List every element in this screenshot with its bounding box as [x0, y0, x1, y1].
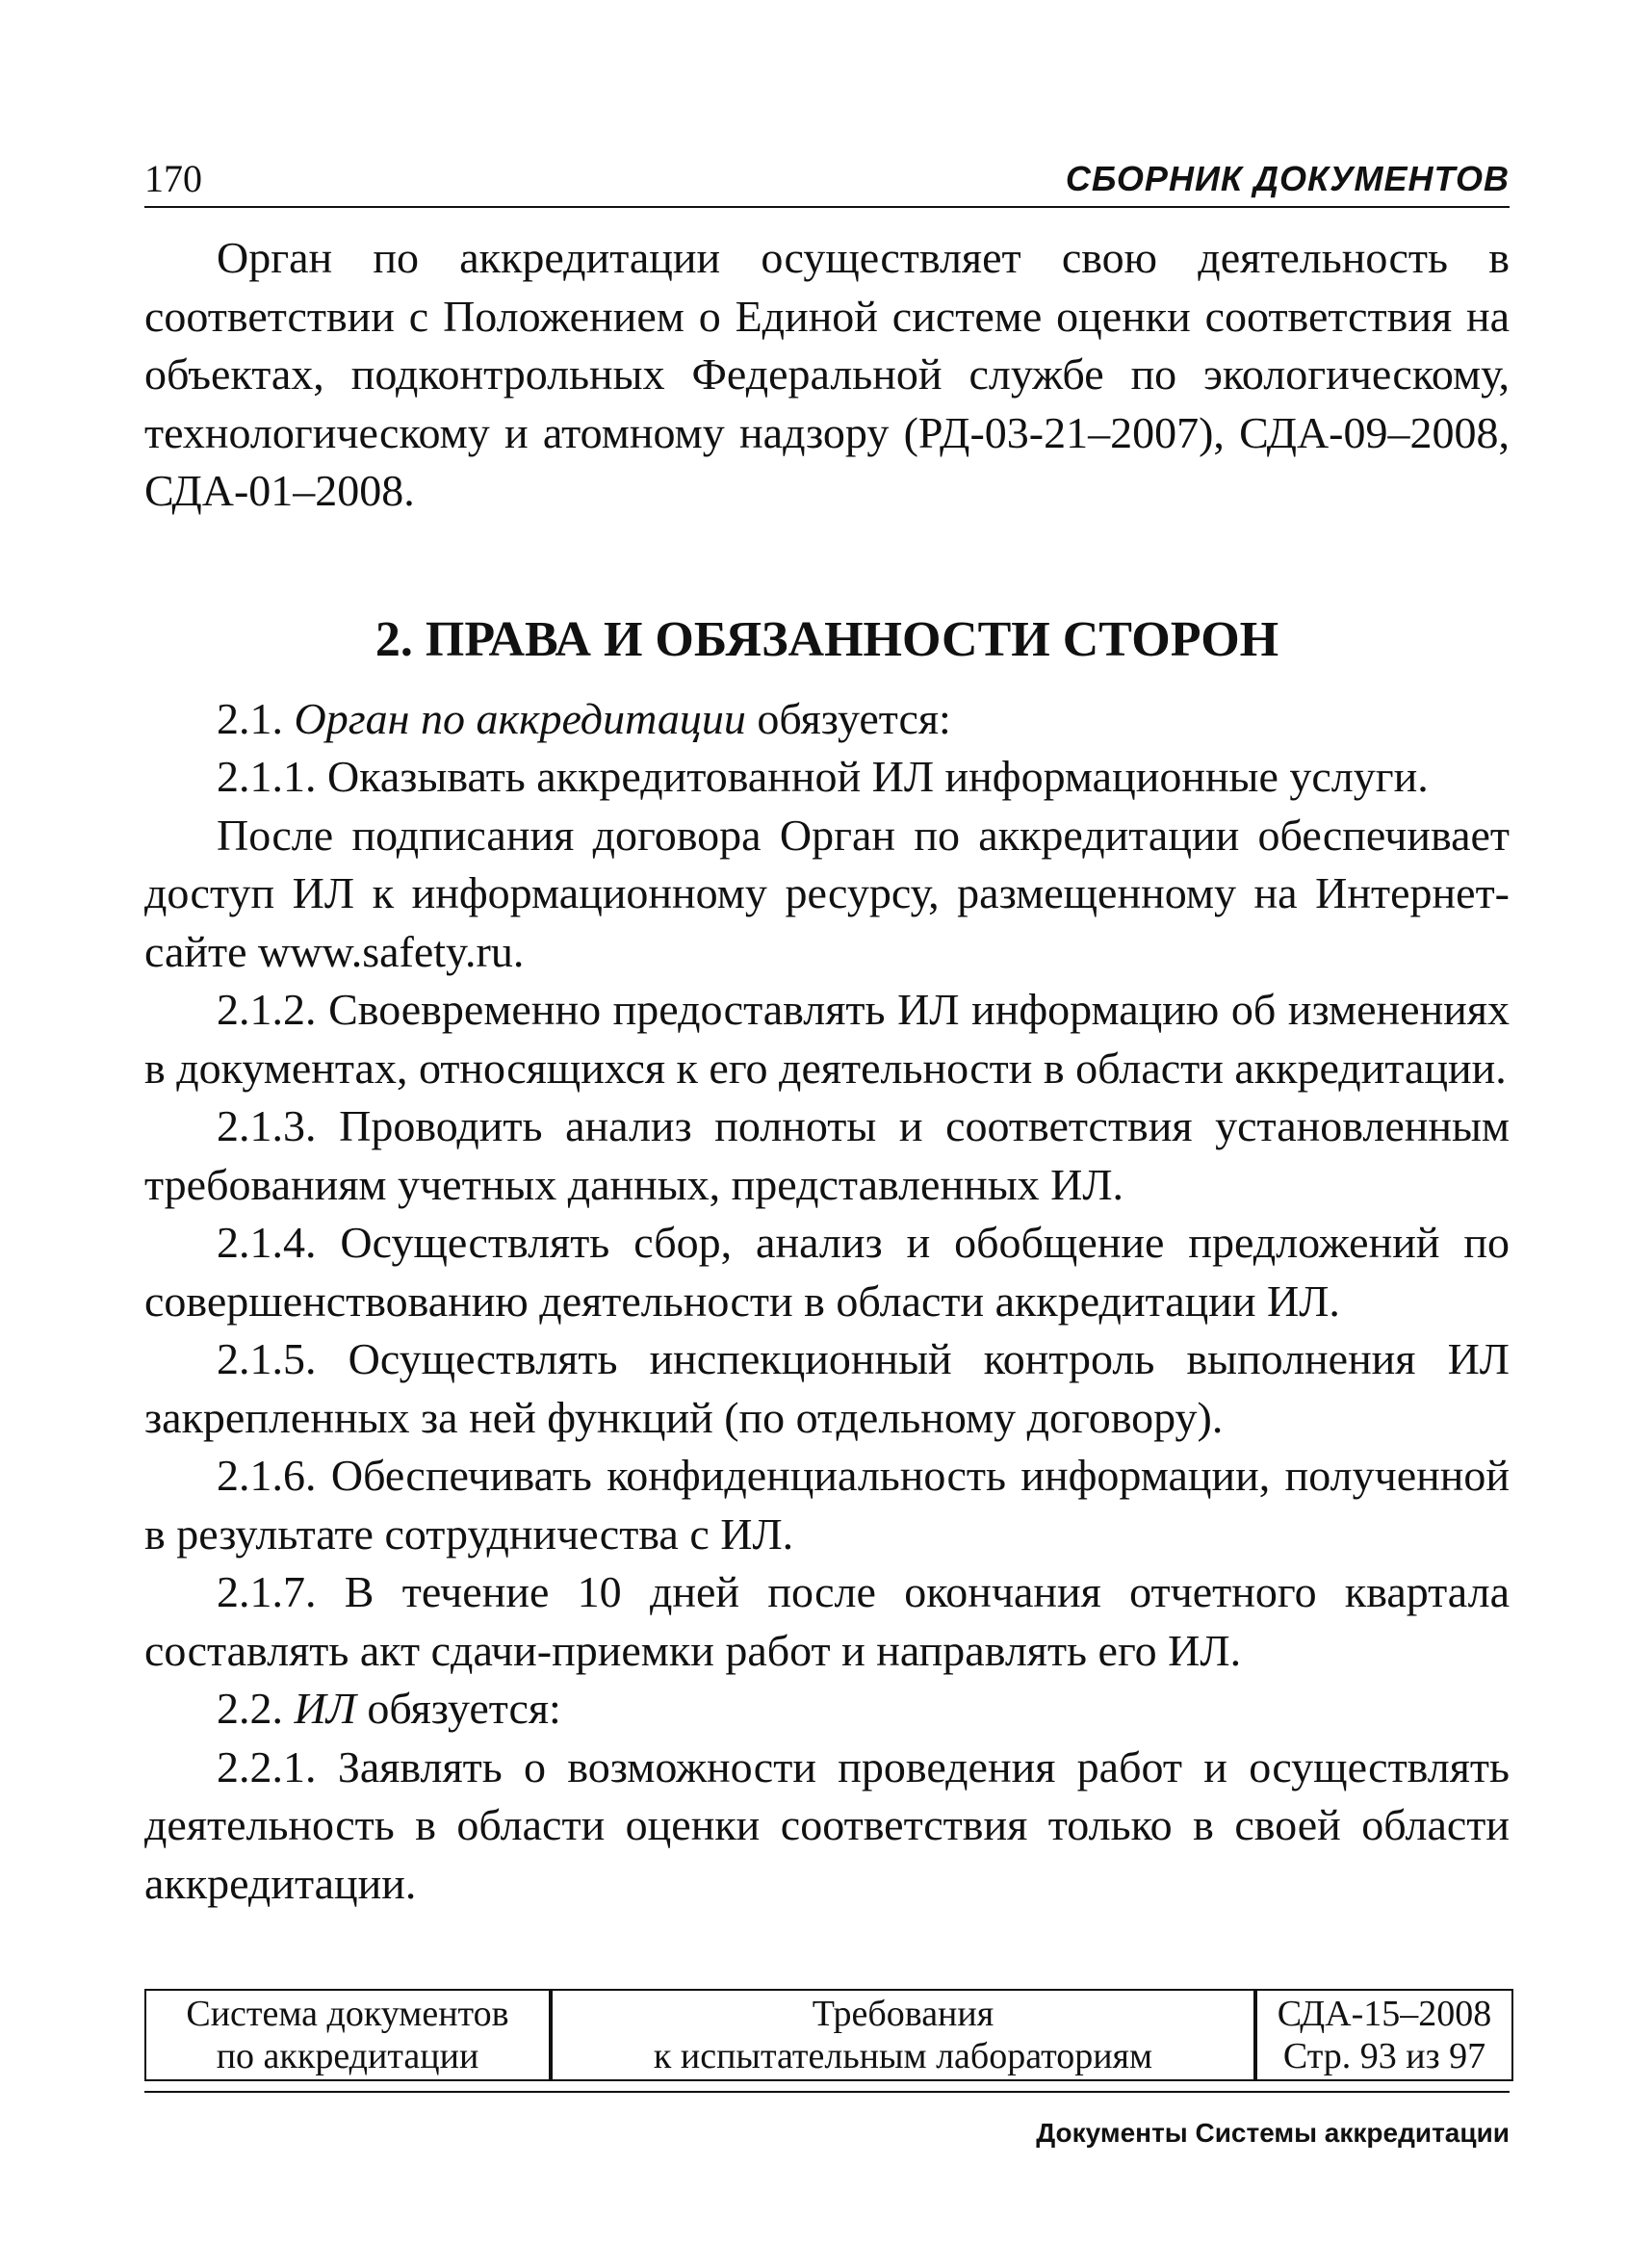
footer-requirements-cell	[553, 1991, 1257, 2079]
clause-text: обязуется:	[745, 693, 951, 743]
access-paragraph: После подписания договора Орган по аккредитации обеспечивает доступ ИЛ к информационному ресурсу, размещенному на Интернет-сайте www.safety.ru.	[144, 810, 1510, 976]
clause-2-1-3: 2.1.3. Проводить анализ полноты и соответствия установленным требованиям учетных данных, представленных ИЛ.	[144, 1101, 1510, 1209]
page-header	[144, 152, 1510, 208]
clause-2-1	[144, 690, 1510, 749]
clause-2-1-2: 2.1.2. Своевременно предоставлять ИЛ информацию об изменениях в документах, относящихся к его деятельности в области аккредитации.	[144, 985, 1510, 1093]
running-title: СБОРНИК ДОКУМЕНТОВ	[1065, 159, 1510, 198]
footer-system-line1: Система документов	[186, 1994, 509, 2034]
clause-2-1-7: 2.1.7. В течение 10 дней после окончания отчетного квартала составлять акт сдачи-приемки работ и направлять его ИЛ.	[144, 1567, 1510, 1675]
intro-paragraph: Орган по аккредитации осуществляет свою деятельность в соответствии с Положением о Единой системе оценки соответствия на объектах, подконтрольных Федеральной службе по экологическому, технологическому и атомному надзору (РД-03-21–2007), СДА-09–2008, СДА-01–2008.	[144, 233, 1510, 515]
clause-2-2	[144, 1680, 1510, 1739]
clause-number: 2.2.	[217, 1684, 295, 1733]
clause-2-1-6: 2.1.6. Обеспечивать конфиденциальность информации, полученной в результате сотрудничества с ИЛ.	[144, 1451, 1510, 1559]
clause-number: 2.1.	[217, 693, 295, 743]
footer-doc-code: СДА-15–2008	[1277, 1994, 1492, 2034]
clause-2-1-1: 2.1.1. Оказывать аккредитованной ИЛ информационные услуги.	[217, 752, 1429, 801]
footer-code-cell	[1257, 1991, 1511, 2079]
clause-subject: Орган по аккредитации	[294, 693, 746, 743]
clause-subject: ИЛ	[294, 1684, 356, 1733]
footer-page-count: Стр. 93 из 97	[1282, 2036, 1486, 2076]
clause-2-1-5: 2.1.5. Осуществлять инспекционный контроль выполнения ИЛ закрепленных за ней функций (по отдельному договору).	[144, 1334, 1510, 1442]
clause-2-2-1: 2.2.1. Заявлять о возможности проведения работ и осуществлять деятельность в области оценки соответствия только в своей области аккредитации.	[144, 1741, 1510, 1908]
document-body	[144, 229, 1510, 1913]
publisher-caption: Документы Системы аккредитации	[1036, 2118, 1510, 2148]
footer-requirements-line1: Требования	[812, 1994, 994, 2034]
page-number: 170	[144, 157, 202, 200]
footer-requirements-line2: к испытательным лабораториям	[653, 2036, 1153, 2076]
document-footer-table	[144, 1989, 1513, 2081]
footer-system-line2: по аккредитации	[216, 2036, 479, 2076]
clause-2-1-4: 2.1.4. Осуществлять сбор, анализ и обобщение предложений по совершенствованию деятельности в области аккредитации ИЛ.	[144, 1218, 1510, 1326]
bottom-divider	[144, 2091, 1510, 2093]
footer-system-cell	[146, 1991, 553, 2079]
section-heading: 2. ПРАВА И ОБЯЗАННОСТИ СТОРОН	[374, 611, 1279, 667]
clause-text: обязуется:	[355, 1684, 561, 1733]
